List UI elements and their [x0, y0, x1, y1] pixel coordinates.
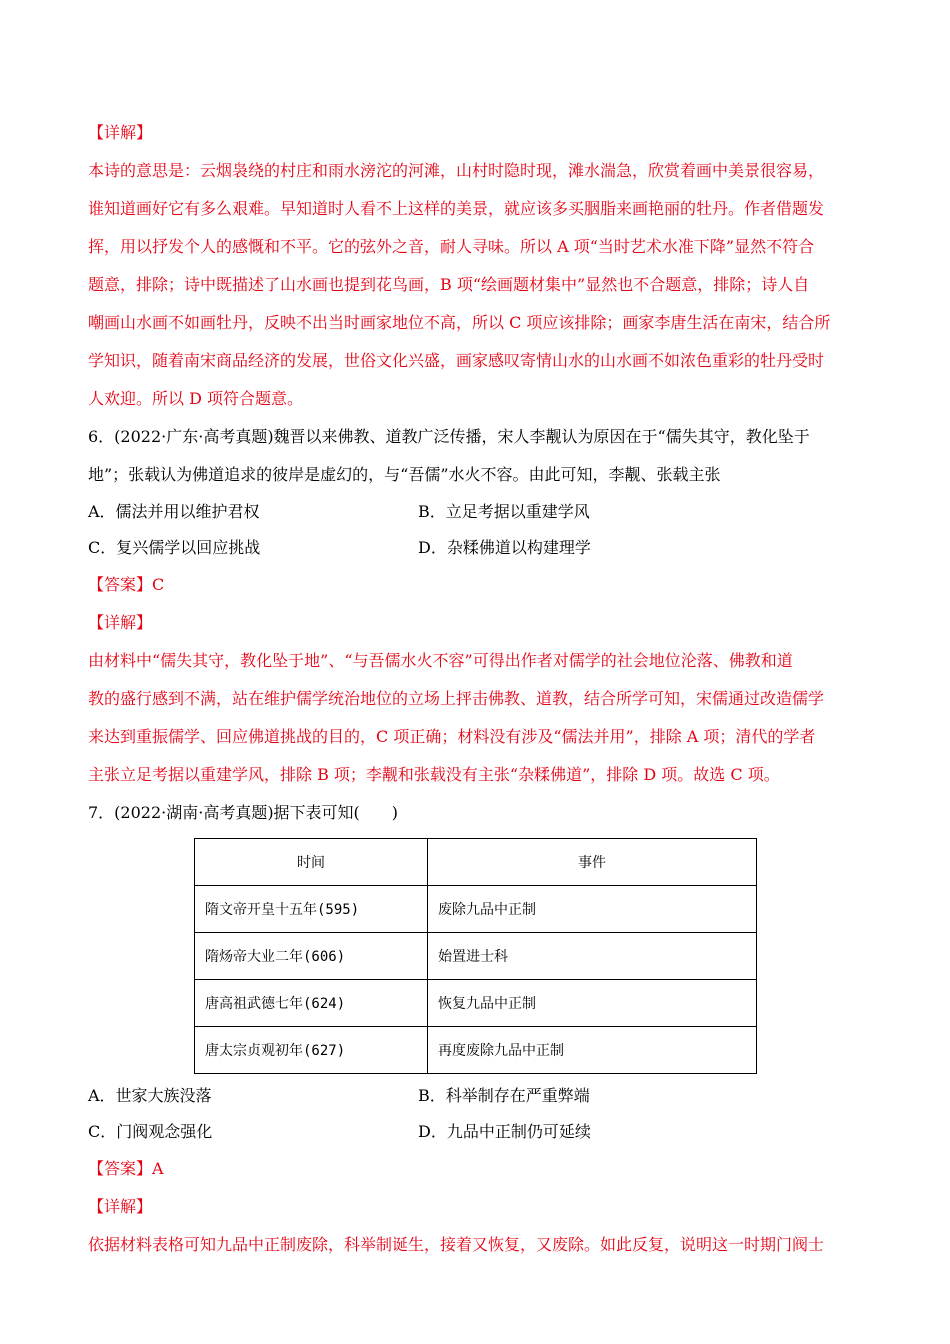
q6-detail-line: 主张立足考据以重建学风，排除 B 项；李觏和张载没有主张“杂糅佛道”，排除 D 项。故选 C 项。: [88, 765, 780, 784]
q5-detail-line: 嘲画山水画不如画牡丹，反映不出当时画家地位不高，所以 C 项应该排除；画家李唐生活在南宋，结合所: [88, 313, 831, 332]
q6-stem-line: 6．(2022·广东·高考真题)魏晋以来佛教、道教广泛传播，宋人李觏认为原因在于“儒失其守，教化坠于: [88, 427, 810, 446]
table-row: [195, 1027, 757, 1074]
q7-detail-tag: 【详解】: [88, 1197, 153, 1216]
q5-detail-line: 挥，用以抒发个人的感慨和不平。它的弦外之音，耐人寻味。所以 A 项“当时艺术水准下降”显然不符合: [88, 237, 815, 256]
table-header-row: [195, 839, 757, 886]
q6-stem: [88, 418, 864, 494]
q6-option-a: A．儒法并用以维护君权: [88, 502, 260, 521]
q7-options-row-2: [88, 1114, 864, 1150]
q5-detail-line: 人欢迎。所以 D 项符合题意。: [88, 389, 304, 408]
q6-answer-value: C: [152, 575, 165, 594]
q7-detail: [88, 1226, 864, 1264]
q6-detail-line: 来达到重振儒学、回应佛道挑战的目的，C 项正确；材料没有涉及“儒法并用”，排除 A 项；清代的学者: [88, 727, 816, 746]
q6-option-c: C．复兴儒学以回应挑战: [88, 538, 261, 557]
q7-answer-value: A: [152, 1159, 164, 1178]
q6-stem-line: 地”；张载认为佛道追求的彼岸是虚幻的，与“吾儒”水火不容。由此可知，李觏、张载主张: [88, 465, 721, 484]
q7-options-row-1: [88, 1078, 864, 1114]
q6-answer: [88, 566, 864, 604]
q6-options-row-2: [88, 530, 864, 566]
q7-answer-tag: 【答案】: [88, 1159, 153, 1178]
q5-detail-line: 学知识，随着南宋商品经济的发展，世俗文化兴盛，画家感叹寄情山水的山水画不如浓色重彩的牡丹受时: [88, 351, 825, 370]
table-cell-time: 唐高祖武德七年(624): [195, 980, 428, 1027]
table-row: [195, 980, 757, 1027]
q6-detail-line: 由材料中“儒失其守，教化坠于地”、“与吾儒水火不容”可得出作者对儒学的社会地位沦落、佛教和道: [88, 651, 793, 670]
table-cell-time: 隋文帝开皇十五年(595): [195, 886, 428, 933]
table-cell-event: 再度废除九品中正制: [428, 1027, 757, 1074]
q6-detail-line: 教的盛行感到不满，站在维护儒学统治地位的立场上抨击佛教、道教，结合所学可知，宋儒通过改造儒学: [88, 689, 825, 708]
q7-option-d: D．九品中正制仍可延续: [418, 1122, 591, 1141]
q7-option-c: C．门阀观念强化: [88, 1122, 213, 1141]
table-header-time: 时间: [195, 839, 428, 886]
q5-detail-line: 本诗的意思是：云烟袅绕的村庄和雨水滂沱的河滩，山村时隐时现，滩水湍急，欣赏着画中美景很容易，: [88, 161, 825, 180]
table-cell-event: 恢复九品中正制: [428, 980, 757, 1027]
q6-detail-tag: 【详解】: [88, 613, 153, 632]
table-cell-event: 始置进士科: [428, 933, 757, 980]
q6-detail: [88, 642, 864, 794]
table-cell-time: 隋炀帝大业二年(606): [195, 933, 428, 980]
q7-table: [194, 838, 757, 1074]
q7-stem: 7．(2022·湖南·高考真题)据下表可知( ): [88, 803, 399, 822]
q7-option-a: A．世家大族没落: [88, 1086, 212, 1105]
q5-detail-line: 谁知道画好它有多么艰难。早知道时人看不上这样的美景，就应该多买胭脂来画艳丽的牡丹。作者借题发: [88, 199, 825, 218]
q6-option-d: D．杂糅佛道以构建理学: [418, 538, 591, 557]
q6-answer-tag: 【答案】: [88, 575, 153, 594]
table-cell-time: 唐太宗贞观初年(627): [195, 1027, 428, 1074]
q7-detail-line: 依据材料表格可知九品中正制废除，科举制诞生，接着又恢复，又废除。如此反复，说明这一时期门阀士: [88, 1235, 825, 1254]
q6-options-row-1: [88, 494, 864, 530]
table-header-event: 事件: [428, 839, 757, 886]
document-page: [88, 114, 864, 1264]
q6-option-b: B．立足考据以重建学风: [418, 502, 590, 521]
q7-option-b: B．科举制存在严重弊端: [418, 1086, 590, 1105]
q5-detail: [88, 152, 864, 418]
q5-detail-line: 题意，排除；诗中既描述了山水画也提到花鸟画，B 项“绘画题材集中”显然也不合题意，排除；诗人自: [88, 275, 810, 294]
table-row: [195, 933, 757, 980]
q7-answer: [88, 1150, 864, 1188]
q5-detail-tag: 【详解】: [88, 123, 153, 142]
table-cell-event: 废除九品中正制: [428, 886, 757, 933]
table-row: [195, 886, 757, 933]
